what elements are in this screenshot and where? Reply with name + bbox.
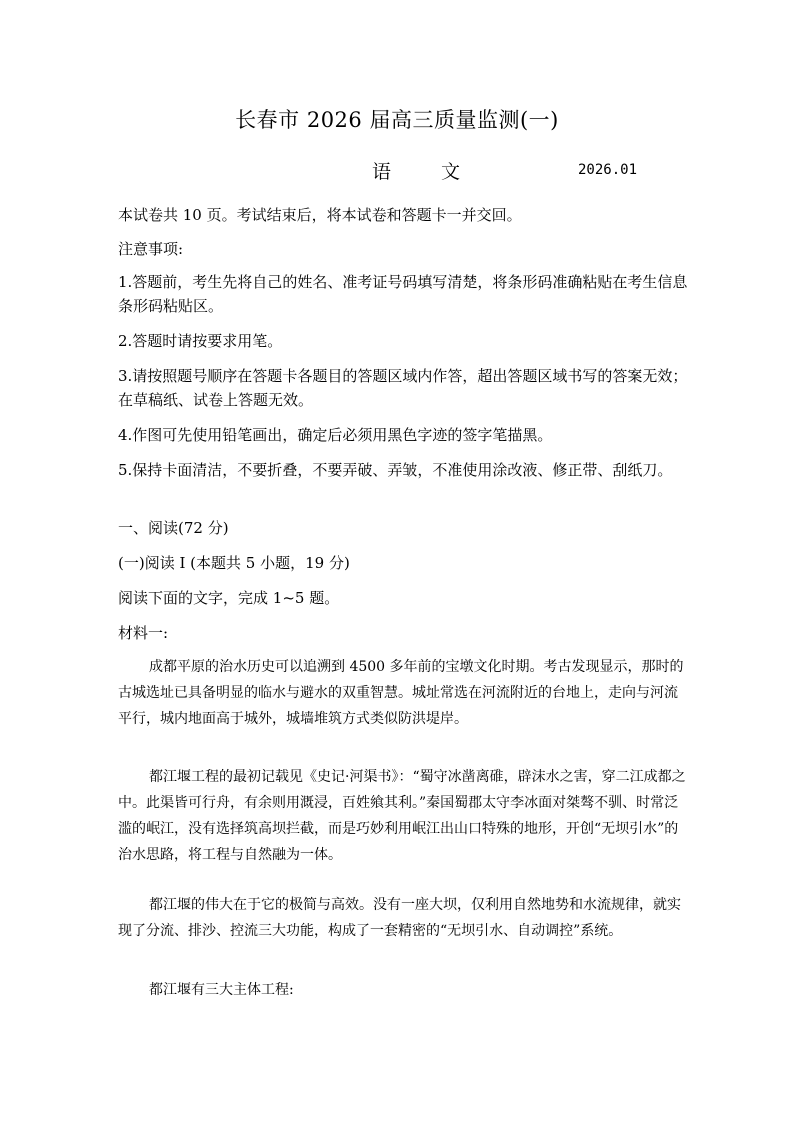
material-paragraph-3: 都江堰的伟大在于它的极简与高效。没有一座大坝，仅利用自然地势和水流规律，就实现了分流、排沙、控流三大功能，构成了一套精密的“无坝引水、自动调控”系统。 <box>118 897 681 939</box>
note-item-4: 4.作图可先使用铅笔画出，确定后必须用黑色字迹的签字笔描黑。 <box>118 426 553 444</box>
subject-label: 语 文 <box>372 161 483 183</box>
note-item-5: 5.保持卡面清洁，不要折叠，不要弄破、弄皱，不准使用涂改液、修正带、刮纸刀。 <box>118 461 673 479</box>
section-directive: 阅读下面的文字，完成 1~5 题。 <box>118 589 340 607</box>
exam-intro: 本试卷共 10 页。考试结束后，将本试卷和答题卡一并交回。 <box>118 206 522 224</box>
note-item-1: 1.答题前，考生先将自己的姓名、准考证号码填写清楚，将条形码准确粘贴在考生信息条形码粘贴区。 <box>118 273 688 315</box>
section-heading: 一、阅读(72 分) <box>118 519 229 537</box>
note-item-2: 2.答题时请按要求用笔。 <box>118 332 283 350</box>
material-paragraph-1: 成都平原的治水历史可以追溯到 4500 多年前的宝墩文化时期。考古发现显示，那时的古城选址已具备明显的临水与避水的双重智慧。城址常选在河流附近的台地上，走向与河流平行，城内地面高于城外，城墙堆筑方式类似防洪堤岸。 <box>118 659 684 727</box>
exam-date: 2026.01 <box>578 162 638 178</box>
material-paragraph-2: 都江堰工程的最初记载见《史记·河渠书》：“蜀守冰凿离碓，辟沫水之害，穿二江成都之中。此渠皆可行舟，有余则用溉浸，百姓飨其利。”秦国蜀郡太守李冰面对桀骜不驯、时常泛滥的岷江，没有选择筑高坝拦截，而是巧妙利用岷江出山口特殊的地形，开创“无坝引水”的治水思路，将工程与自然融为一体。 <box>118 769 686 863</box>
notes-heading: 注意事项: <box>118 240 184 258</box>
exam-title: 长春市 2026 届高三质量监测(一) <box>235 108 559 132</box>
section-subheading: (一)阅读 I (本题共 5 小题，19 分) <box>118 554 350 572</box>
material-label: 材料一: <box>118 624 169 642</box>
material-paragraph-4: 都江堰有三大主体工程: <box>149 982 294 998</box>
note-item-3: 3.请按照题号顺序在答题卡各题目的答题区域内作答，超出答题区域书写的答案无效；在草稿纸、试卷上答题无效。 <box>118 367 688 409</box>
